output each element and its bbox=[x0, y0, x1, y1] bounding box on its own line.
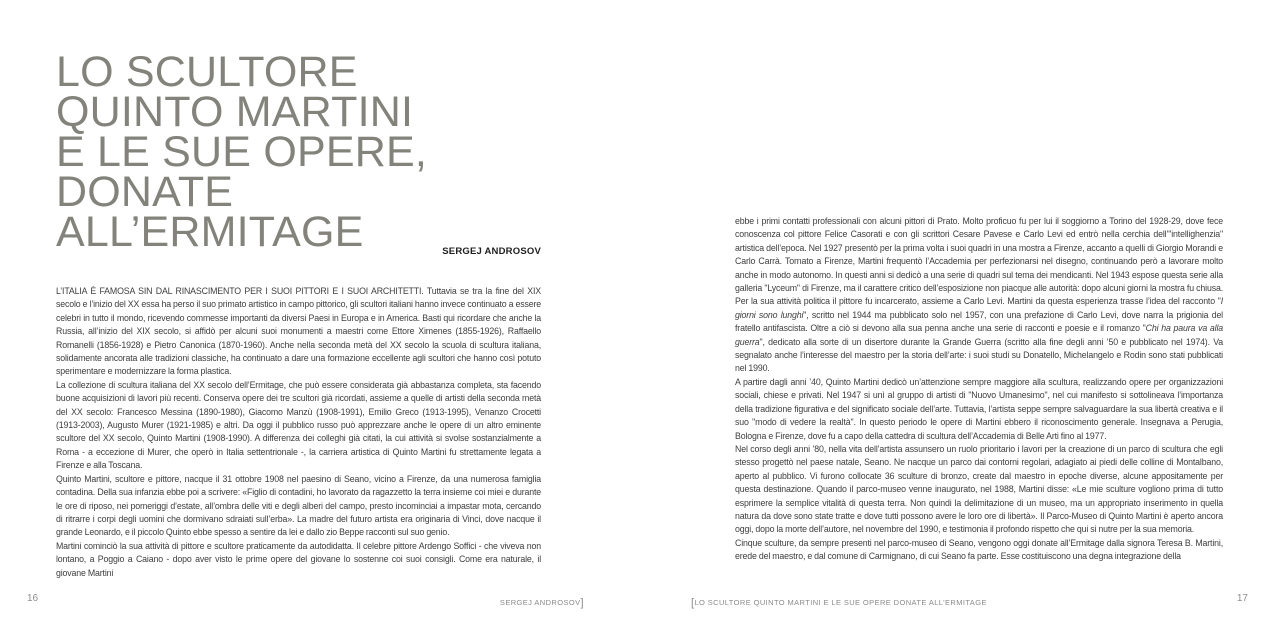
title-line-4: DONATE bbox=[56, 168, 234, 216]
author-name: SERGEJ ANDROSOV bbox=[442, 246, 541, 257]
paragraph: L’ITALIA È FAMOSA SIN DAL RINASCIMENTO PER I SUOI PITTORI E I SUOI ARCHITETTI. Tuttavia se tra la fine del XIX secolo e l’inizio del XX essa ha perso il suo primato artistico in campo pittorico, gli scultori italiani hanno invece continuato a essere celebri in tutto il mondo, ricevendo commesse importanti da diversi Paesi in Europa e in America. Basti qui ricordare che anche la Russia, all’inizio del XIX secolo, si affidò per alcuni suoi monumenti a maestri come Ettore Ximenes (1855-1926), Raffaello Romanelli (1856-1928) e Pietro Canonica (1870-1960). Anche nella seconda metà del XX secolo la scuola di scultura italiana, solidamente ancorata alle tradizioni classiche, ha continuato a dare una formazione eccellente agli scultori che hanno così potuto sperimentare e modernizzare la forma plastica. bbox=[56, 286, 541, 377]
right-footer-bracket: [ bbox=[691, 596, 695, 609]
title-line-3: E LE SUE OPERE, bbox=[56, 128, 428, 176]
paragraph: Nel corso degli anni ’80, nella vita dell’artista assunsero un ruolo prioritario i lavori per la creazione di un parco di scultura che egli stesso progettò nel paese natale, Seano. Ne nacque un parco dai contorni regolari, adagiato ai piedi delle colline di Montalbano, aperto al pubblico. Vi furono collocate 36 sculture di bronzo, create dal maestro in epoche diverse, alcune appositamente per questa destinazione. Quando il parco-museo venne inaugurato, nel 1988, Martini disse: «Le mie sculture vogliono prima di tutto esprimere la semplice vitalità di questa terra. Non quindi la delimitazione di un museo, ma un appropriato inserimento in quella natura da dove sono state tratte e dove tutti possono avere le loro ore di libertà». Il Parco-Museo di Quinto Martini è aperto ancora oggi, dopo la morte dell’autore, nel novembre del 1990, e testimonia il profondo rispetto che qui si nutre per la sua memoria. bbox=[735, 443, 1223, 535]
left-page-number: 16 bbox=[27, 593, 39, 604]
article-title bbox=[56, 48, 556, 256]
paragraph: Quinto Martini, scultore e pittore, nacque il 31 ottobre 1908 nel paesino di Seano, vicino a Firenze, da una numerosa famiglia contadina. Della sua infanzia ebbe poi a scrivere: «Figlio di contadini, ho lavorato da ragazzetto la terra insieme coi miei e durante le ore di riposo, nei pomeriggi d’estate, all’ombra delle viti e degli alberi del campo, presto incominciai a impastar mota, cercando di ritrarre i corpi degli uomini che dormivano sdraiati sull’erba». La madre del futuro artista era originaria di Vinci, dove nacque il grande Leonardo, e il piccolo Quinto ebbe spesso a sentire da lei e dallo zio Beppe racconti sul suo genio. bbox=[56, 473, 541, 538]
right-running-footer bbox=[691, 596, 987, 608]
title-line-2: QUINTO MARTINI bbox=[56, 88, 414, 136]
right-page-number: 17 bbox=[1236, 593, 1248, 604]
right-page-body-text bbox=[735, 215, 1223, 564]
left-page-body-text bbox=[56, 285, 541, 580]
paragraph: La collezione di scultura italiana del XX secolo dell’Ermitage, che può essere considerata già abbastanza completa, sta facendo buone acquisizioni di lavori più recenti. Conserva opere dei tre scultori già ricordati, assieme a quelle di artisti della seconda metà del XX secolo: Francesco Messina (1890-1980), Giacomo Manzù (1908-1991), Emilio Greco (1913-1995), Venanzo Crocetti (1913-2003), Augusto Murer (1921-1985) e altri. Da oggi il pubblico russo può apprezzare anche le opere di un altro eminente scultore del XX secolo, Quinto Martini (1908-1990). A differenza dei colleghi già citati, la cui attività si svolse sostanzialmente a Roma - a eccezione di Murer, che operò in Italia settentrionale -, la carriera artistica di Quinto Martini fu strettamente legata a Firenze e alla Toscana. bbox=[56, 379, 541, 471]
title-line-5: ALL’ERMITAGE bbox=[56, 208, 364, 256]
title-line-1: LO SCULTORE bbox=[56, 48, 358, 96]
paragraph: Martini cominciò la sua attività di pittore e scultore praticamente da autodidatta. Il celebre pittore Ardengo Soffici - che viveva non lontano, a Poggio a Caiano - dopo aver visto le prime opere del giovane lo sostenne coi suoi consigli. Come era naturale, il giovane Martini bbox=[56, 540, 541, 578]
left-footer-bracket: ] bbox=[580, 596, 584, 609]
right-footer-text: LO SCULTORE QUINTO MARTINI E LE SUE OPERE DONATE ALL’ERMITAGE bbox=[694, 598, 987, 607]
paragraph: A partire dagli anni ’40, Quinto Martini dedicò un’attenzione sempre maggiore alla scultura, realizzando opere per organizzazioni sociali, chiese e privati. Nel 1947 si unì al gruppo di artisti di "Nuovo Umanesimo", nel cui manifesto si sottolineava l’importanza della tradizione figurativa e del significato sociale dell’arte. Tuttavia, l’artista seppe sempre salvaguardare la sua libertà creativa e il suo "modo di vedere la realtà". In questo periodo le opere di Martini ebbero il riconoscimento generale. Insegnava a Perugia, Bologna e Firenze, dove fu a capo della cattedra di scultura dell’Accademia di Belle Arti fino al 1977. bbox=[735, 376, 1223, 441]
left-running-footer bbox=[300, 596, 584, 608]
left-footer-text: SERGEJ ANDROSOV bbox=[499, 598, 581, 607]
paragraph: Cinque sculture, da sempre presenti nel parco-museo di Seano, vengono oggi donate all’Ermitage dalla signora Teresa B. Martini, erede del maestro, e dal comune di Carmignano, di cui Seano fa parte. Esse costituiscono una degna integrazione della bbox=[735, 537, 1223, 562]
paragraph: ebbe i primi contatti professionali con alcuni pittori di Prato. Molto proficuo fu per lui il soggiorno a Torino del 1928-29, dove fece conoscenza col pittore Felice Casorati e con gli scrittori Cesare Pavese e Carlo Levi ed entrò nella cerchia dell’"intellighenzia" artistica dell’epoca. Nel 1927 presentò per la prima volta i suoi quadri in una mostra a Firenze, accanto a quelli di Giorgio Morandi e Carlo Carrà. Tornato a Firenze, Martini frequentò l’Accademia per perfezionarsi nel disegno, continuando però a lavorare molto anche in modo autonomo. In questi anni si dedicò a una serie di quadri sul tema dei mendicanti. Nel 1943 espose questa serie alla galleria "Lyceum" di Firenze, ma il carattere critico dell’esposizione non piacque alle autorità: dopo alcuni giorni la mostra fu chiusa. Per la sua attività politica il pittore fu incarcerato, assieme a Carlo Levi. Martini da questa esperienza trasse l’idea del racconto "I giorni sono lunghi", scritto nel 1944 ma pubblicato solo nel 1957, con una prefazione di Carlo Levi, dove narra la prigionia del fratello antifascista. Oltre a ciò si devono alla sua penna anche una serie di racconti e poesie e il romanzo "Chi ha paura va alla guerra", dedicato alla sorte di un disertore durante la Grande Guerra (scritto alla fine degli anni ’50 e pubblicato nel 1974). Va segnalato anche l’interesse del maestro per la storia dell’arte: i suoi studi su Donatello, Michelangelo e Rodin sono stati pubblicati nel 1990. bbox=[735, 216, 1223, 374]
